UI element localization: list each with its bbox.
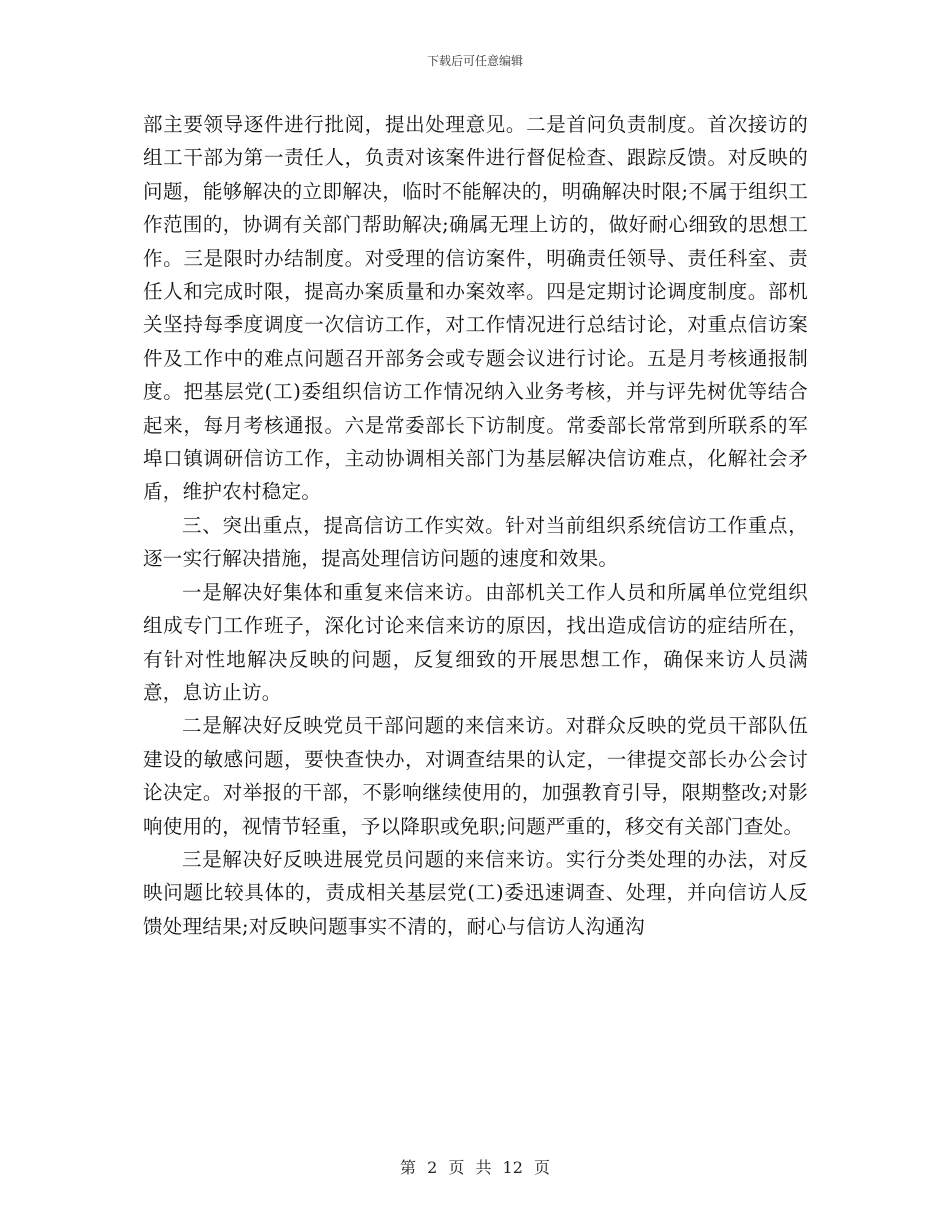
paragraph-item-one: 一是解决好集体和重复来信来访。由部机关工作人员和所属单位党组织组成专门工作班子，深化讨论来信来访的原因，找出造成信访的症结所在，有针对性地解决反映的问题，反复细致的开展思想工作，确保来访人员满意，息访止访。 [143, 580, 808, 704]
paragraph-item-two: 二是解决好反映党员干部问题的来信来访。对群众反映的党员干部队伍建设的敏感问题，要快查快办，对调查结果的认定，一律提交部长办公会讨论决定。对举报的干部，不影响继续使用的，加强教育引导，限期整改;对影响使用的，视情节轻重，予以降职或免职;问题严重的，移交有关部门查处。 [143, 714, 808, 838]
paragraph-section-three: 三、突出重点，提高信访工作实效。针对当前组织系统信访工作重点，逐一实行解决措施，提高处理信访问题的速度和效果。 [143, 513, 808, 571]
page-number-footer: 第 2 页 共 12 页 [400, 1158, 550, 1177]
page-header-note: 下载后可任意编辑 [426, 54, 523, 68]
document-body [143, 108, 808, 943]
paragraph-item-three: 三是解决好反映进展党员问题的来信来访。实行分类处理的办法，对反映问题比较具体的，责成相关基层党(工)委迅速调查、处理，并向信访人反馈处理结果;对反映问题事实不清的，耐心与信访人沟通沟 [143, 847, 808, 938]
paragraph-continuation: 部主要领导逐件进行批阅，提出处理意见。二是首问负责制度。首次接访的组工干部为第一责任人，负责对该案件进行督促检查、跟踪反馈。对反映的问题，能够解决的立即解决，临时不能解决的，明确解决时限;不属于组织工作范围的，协调有关部门帮助解决;确属无理上访的，做好耐心细致的思想工作。三是限时办结制度。对受理的信访案件，明确责任领导、责任科室、责任人和完成时限，提高办案质量和办案效率。四是定期讨论调度制度。部机关坚持每季度调度一次信访工作，对工作情况进行总结讨论，对重点信访案件及工作中的难点问题召开部务会或专题会议进行讨论。五是月考核通报制度。把基层党(工)委组织信访工作情况纳入业务考核，并与评先树优等结合起来，每月考核通报。六是常委部长下访制度。常委部长常常到所联系的军埠口镇调研信访工作，主动协调相关部门为基层解决信访难点，化解社会矛盾，维护农村稳定。 [143, 113, 808, 504]
